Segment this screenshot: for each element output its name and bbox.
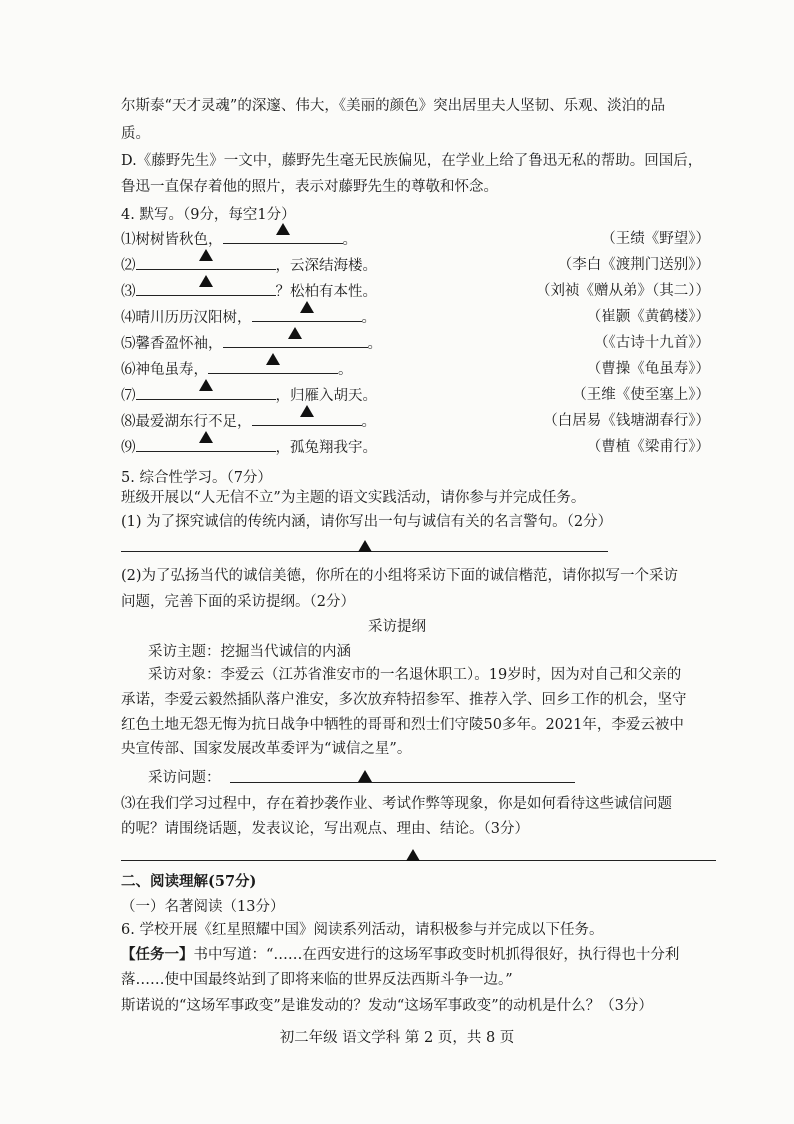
q5-intro: 班级开展以“人无信不立”为主题的语文实践活动，请你参与并完成任务。 — [121, 490, 586, 506]
dictation-blank[interactable] — [136, 437, 276, 452]
outline-title: 采访提纲 — [368, 619, 426, 635]
dictation-prompt-before: 最爱湖东行不足， — [135, 414, 252, 430]
dictation-number: ⑺ — [121, 388, 136, 404]
dictation-blank[interactable] — [223, 333, 368, 348]
dictation-item — [121, 229, 357, 250]
q6-title: 6. 学校开展《红星照耀中国》阅读系列活动，请积极参与并完成以下任务。 — [121, 922, 604, 938]
dictation-blank[interactable] — [136, 281, 276, 296]
blank-marker-icon — [406, 849, 420, 861]
dictation-blank[interactable] — [136, 385, 276, 400]
task-line-1 — [121, 945, 679, 965]
outline-target-line-2: 承诺，李爱云毅然插队落户淮安，多次放弃特招参军、推荐入学、回乡工作的机会，坚守 — [121, 692, 687, 708]
dictation-prompt-after: ，归雁入胡天。 — [275, 388, 377, 404]
task-label: 【任务一】 — [121, 946, 194, 963]
dictation-prompt-after: 。 — [367, 336, 382, 352]
task-line-2: 落……使中国最终站到了即将来临的世界反法西斯斗争一边。” — [121, 972, 513, 988]
dictation-item — [121, 359, 353, 380]
dictation-number: ⑵ — [121, 258, 136, 274]
blank-marker-icon — [199, 431, 213, 443]
dictation-prompt-before: 晴川历历汉阳树， — [135, 310, 252, 326]
option-d-line-1: D.《藤野先生》一文中，藤野先生毫无民族偏见，在学业上给了鲁迅无私的帮助。回国后， — [121, 153, 703, 169]
task-text-1: 书中写道：“……在西安进行的这场军事政变时机抓得很好，执行得也十分利 — [193, 947, 680, 963]
dictation-item — [121, 307, 376, 328]
outline-target-line-4: 央宣传部、国家发展改革委评为“诚信之星”。 — [121, 741, 412, 757]
blank-marker-icon — [300, 405, 314, 417]
dictation-blank[interactable] — [223, 229, 343, 244]
dictation-source: （刘祯《赠从弟》（其二）） — [536, 283, 710, 299]
dictation-number: ⑴ — [121, 232, 136, 248]
dictation-blank[interactable] — [208, 359, 338, 374]
dictation-number: ⑸ — [121, 336, 136, 352]
section2-title: 二、阅读理解(57分) — [121, 873, 257, 890]
dictation-number: ⑹ — [121, 362, 136, 378]
dictation-prompt-after: 。 — [342, 232, 357, 248]
dictation-prompt-before: 馨香盈怀袖， — [135, 336, 223, 352]
q5-sub2-line-2: 问题，完善下面的采访提纲。（2分） — [121, 594, 355, 610]
dictation-source: （王绩《野望》） — [601, 231, 710, 247]
q5-sub1: (1) 为了探究诚信的传统内涵，请你写出一句与诚信有关的名言警句。（2分） — [121, 514, 613, 530]
dictation-item — [121, 437, 377, 458]
dictation-prompt-after: 。 — [361, 310, 376, 326]
dictation-source: （《古诗十九首》） — [594, 335, 710, 351]
q5-sub2-line-1: (2)为了弘扬当代的诚信美德，你所在的小组将采访下面的诚信楷范，请你拟写一个采访 — [121, 568, 679, 584]
dictation-prompt-before: 树树皆秋色， — [135, 232, 223, 248]
blank-marker-icon — [358, 540, 372, 552]
dictation-item — [121, 255, 377, 276]
dictation-number: ⑼ — [121, 440, 136, 456]
dictation-source: （白居易《钱塘湖春行》） — [543, 413, 710, 429]
q5-sub3-line-1: ⑶在我们学习过程中，存在着抄袭作业、考试作弊等现象，你是如何看待这些诚信问题 — [121, 796, 672, 812]
outline-topic: 采访主题：挖掘当代诚信的内涵 — [148, 644, 351, 660]
dictation-source: （李白《渡荆门送别》） — [557, 257, 710, 273]
intro-line-1: 尔斯泰“天才灵魂”的深邃、伟大，《美丽的颜色》突出居里夫人坚韧、乐观、淡泊的品 — [121, 98, 666, 114]
dictation-prompt-after: ？松柏有本性。 — [275, 284, 377, 300]
q4-title: 4. 默写。（9分，每空1分） — [121, 207, 296, 223]
blank-marker-icon — [300, 301, 314, 313]
outline-question-label: 采访问题： — [148, 770, 221, 786]
dictation-prompt-before: 神龟虽寿， — [135, 362, 208, 378]
dictation-number: ⑻ — [121, 414, 136, 430]
dictation-source: （崔颢《黄鹤楼》） — [586, 309, 710, 325]
dictation-item — [121, 281, 377, 302]
dictation-blank[interactable] — [252, 411, 362, 426]
q5-sub3-line-2: 的呢？请围绕话题，发表议论，写出观点、理由、结论。（3分） — [121, 821, 529, 837]
page-footer: 初二年级 语文学科 第 2 页，共 8 页 — [279, 1030, 515, 1046]
section2-subtitle: （一）名著阅读（13分） — [121, 899, 285, 915]
dictation-prompt-after: 。 — [338, 362, 353, 378]
q5-title: 5. 综合性学习。（7分） — [121, 470, 272, 486]
blank-marker-icon — [358, 770, 372, 782]
dictation-prompt-after: ，云深结海楼。 — [275, 258, 377, 274]
outline-target-line-3: 红色土地无怨无悔为抗日战争中牺牲的哥哥和烈士们守陵50多年。2021年，李爱云被中 — [121, 717, 684, 733]
dictation-source: （王维《使至塞上》） — [572, 387, 710, 403]
dictation-prompt-after: 。 — [361, 414, 376, 430]
interview-question-line[interactable] — [230, 782, 575, 783]
intro-line-2: 质。 — [121, 126, 150, 142]
dictation-blank[interactable] — [252, 307, 362, 322]
task-question: 斯诺说的“这场军事政变”是谁发动的？发动“这场军事政变”的动机是什么？（3分） — [121, 998, 653, 1014]
blank-marker-icon — [266, 353, 280, 365]
dictation-blank[interactable] — [136, 255, 276, 270]
dictation-number: ⑶ — [121, 284, 136, 300]
blank-marker-icon — [199, 275, 213, 287]
dictation-item — [121, 411, 376, 432]
dictation-source: （曹植《梁甫行》） — [586, 439, 710, 455]
blank-marker-icon — [276, 223, 290, 235]
blank-marker-icon — [288, 327, 302, 339]
blank-marker-icon — [199, 379, 213, 391]
dictation-item — [121, 333, 382, 354]
blank-marker-icon — [199, 249, 213, 261]
dictation-item — [121, 385, 377, 406]
dictation-number: ⑷ — [121, 310, 136, 326]
dictation-prompt-after: ，孤兔翔我宇。 — [275, 440, 377, 456]
outline-target-line-1: 采访对象：李爱云（江苏省淮安市的一名退休职工）。19岁时，因为对自己和父亲的 — [148, 667, 682, 683]
dictation-source: （曹操《龟虽寿》） — [586, 361, 710, 377]
option-d-line-2: 鲁迅一直保存着他的照片，表示对藤野先生的尊敬和怀念。 — [121, 179, 498, 195]
